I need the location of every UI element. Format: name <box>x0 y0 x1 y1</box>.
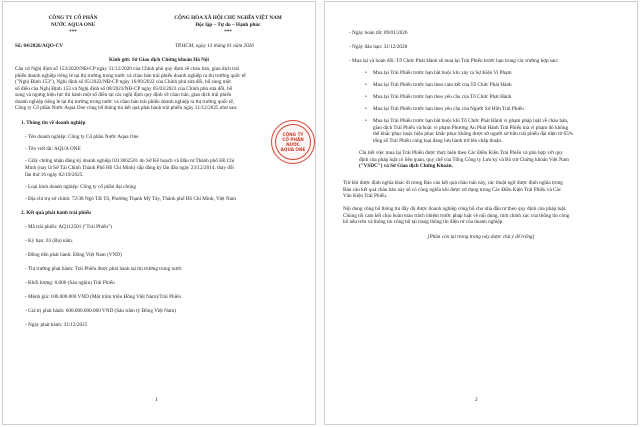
nation-stars: *** <box>224 29 232 35</box>
s1-item: lần thứ 16 ngày 02/10/2025. <box>25 172 84 178</box>
paragraph-line: Trừ khi được định nghĩa khác đi trong Báo cáo kết quả chào bán này, các thuật ngữ được định nghĩa trong <box>343 180 563 186</box>
paragraph-line: Mua lại Trái Phiếu trước hạn bắt buộc khi Tổ Chức Phát Hành vi phạm pháp luật về chào bán, <box>373 118 569 124</box>
s2-item: - Ngày phát hành: 31/12/2025 <box>25 322 88 328</box>
maturity-date: - Ngày đáo hạn: 31/12/2028 <box>349 44 408 50</box>
paragraph-line: định của pháp luật có liên quan, quy chế của Tổng Công ty Lưu ký và Bù trừ Chứng khoán Việt Nam <box>359 156 569 163</box>
intro-line: số điều của Nghị Định 153 và Nghị định số 08/2023/NĐ-CP ngày 05/03/2023 của Chính phủ sửa đổi, bổ <box>15 85 233 92</box>
s1-item: Minh (nay là Sở Tài Chính Thành Phố Hồ Chí Minh) cấp đăng ký lần đầu ngày 23/12/2014, thay đổi <box>25 165 234 171</box>
s2-item: - Thị trường phát hành: Trái Phiếu được phát hành tại thị trường trong nước <box>25 266 182 272</box>
s2-item: - Mệnh giá: 100.000.000 VND (Một trăm triệu Đồng Việt Nam)/Trái Phiếu <box>25 294 181 300</box>
stamp-text: CÔNG TY <box>282 132 304 137</box>
completion-date: - Ngày hoàn tất: 09/01/2026 <box>349 30 408 36</box>
section-2-title: 2. Kết quả phát hành trái phiếu <box>21 210 91 216</box>
intro-line: doanh nghiệp riêng lẻ tại thị trường trong nước và chào bán trái phiếu doanh nghiệp ra thị trường quốc tế, <box>15 98 235 105</box>
s2-item: - Mã trái phiếu: AQ112501 ("Trái Phiếu") <box>25 224 112 230</box>
recipient-line: Kính gửi: Sở Giao dịch Chứng khoán Hà Nội <box>109 57 209 63</box>
s1-item: - Giấy chứng nhận đăng ký doanh nghiệp 0313062501 do Sở Kế hoạch và Đầu tư Thành phố Hồ Chí <box>25 158 235 164</box>
s2-item: - Kỳ hạn: 03 (Ba) năm. <box>25 238 74 244</box>
paragraph-line: Nội dung công bố thông tin đầy đủ được doanh nghiệp công bố cho nhà đầu tư theo quy định của pháp luật. <box>343 206 567 212</box>
paragraph-line: Chi tiết việc mua lại Trái Phiếu được thực hiện theo Các Điều Kiện Trái Phiếu và phù hợp với quy <box>359 150 564 156</box>
s2-item: - Giá trị phát hành: 600.000.000.000 VND (Sáu trăm tỷ Đồng Việt Nam) <box>25 308 176 314</box>
paragraph-line: thể khắc phục hoặc hiệu phục khắc phục không được sở người sở hữu trái phiếu đại diện từ 65% <box>373 131 574 137</box>
intro-line: sung và ngưng hiệu lực thi hành một số điều tại các nghị định quy định về chào bán, giao dịch trái phiếu <box>15 92 232 98</box>
redemption-case: Mua lại Trái Phiếu trước hạn bắt buộc khi xảy ra Sự Kiện Vi Phạm <box>373 70 512 76</box>
paragraph-line: Văn Kiện Trái Phiếu. <box>343 193 388 199</box>
intro-paragraph <box>15 66 305 112</box>
commitment-paragraph <box>343 206 623 226</box>
intro-line: ("Nghị Định 153"), Nghị định số 65/2022/NĐ-CP ngày 16/09/2022 của Chính phủ sửa đổi, bổ sung một <box>15 79 231 85</box>
paragraph-line: Chúng tôi cam kết chịu hoàn toàn trách nhiệm trước pháp luật về nội dung, tính chính xác của thông tin công <box>343 212 570 219</box>
page-number: 1 <box>155 397 158 403</box>
intro-line: phiếu doanh nghiệp riêng lẻ tại thị trường trong nước và chào bán trái phiếu doanh nghiệp ra thị trường quốc tế <box>15 72 246 79</box>
mandatory-redemption-paragraph <box>373 118 603 144</box>
blank-remainder-note: [Phần còn lại trong trang này được chủ ý để trống] <box>427 234 535 240</box>
redemption-case: Mua lại Trái Phiếu trước hạn theo cam kết của Tổ Chức Phát Hành <box>373 82 512 88</box>
stamp-text: AQUA ONE <box>280 147 306 152</box>
bullet-icon: • <box>365 94 367 100</box>
redemption-case: Mua lại Trái Phiếu trước hạn theo yêu cầu của Người Sở Hữu Trái Phiếu <box>373 106 524 112</box>
bullet-icon: • <box>365 118 367 124</box>
s2-item: - Khối lượng: 6.000 (Sáu nghìn) Trái Phiếu <box>25 280 115 286</box>
nation-title: CỘNG HÒA XÃ HỘI CHỦ NGHĨA VIỆT NAM <box>174 15 282 21</box>
redemption-detail-paragraph <box>359 150 605 170</box>
redemption-case: Mua lại Trái Phiếu trước hạn theo yêu cầu của Tổ Chức Phát Hành <box>373 94 512 100</box>
paragraph-line: bố nêu trên và thông tin công bố tại trang thông tin điện tử của doanh nghiệp. <box>343 219 504 225</box>
paragraph-line: ("VSDC") và Sở Giao dịch Chứng Khoán. <box>359 163 453 169</box>
paragraph-line: tổng số Trái Phiếu cùng loại đang lưu hành trở lên chấp thuận. <box>373 137 503 144</box>
intro-line: Căn cứ Nghị định số 153/2020/NĐ-CP ngày 31/12/2020 của Chính phủ quy định về chào bán, giao dịch trái <box>15 66 240 72</box>
stamp-text: CỔ PHẦN <box>282 137 304 142</box>
paragraph-line: giao dịch Trái Phiếu và/hoặc vi phạm Phương Án Phát Hành Trái Phiếu mà vi phạm đó không <box>373 124 569 131</box>
company-name-line-2: NƯỚC AQUA ONE <box>50 22 96 28</box>
company-stars: *** <box>69 29 77 35</box>
stamp-text: NƯỚC <box>286 142 300 147</box>
document-page-1 <box>2 1 316 425</box>
s2-item: - Đồng tiền phát hành: Đồng Việt Nam (VND) <box>25 252 122 258</box>
intro-line: Công ty Cổ phần Nước Aqua One công bố thông tin kết quả phát hành trái phiếu ngày 31/12/2025 như sau: <box>15 105 238 111</box>
page-number: 2 <box>475 397 478 403</box>
bullet-icon: • <box>365 70 367 76</box>
s1-item: - Địa chỉ trụ sở chính: 72/38 Ngô Tất Tố, Phường Thạnh Mỹ Tây, Thành phố Hồ Chí Minh, Việt Nam <box>25 196 236 202</box>
paragraph-line: Báo cáo kết quả chào bán này sẽ có cùng nghĩa khi được sử dụng trong Các Điều Kiện Trái Phiếu và Các <box>343 186 562 193</box>
s1-item: - Tên doanh nghiệp: Công ty Cổ phần Nước Aqua One <box>25 134 139 140</box>
s1-item: - Tên viết tắt: AQUA ONE <box>25 146 81 152</box>
document-number: Số: 04/2026/AQO-CV <box>15 43 63 49</box>
company-name-line-1: CÔNG TY CỔ PHẦN <box>48 15 98 21</box>
nation-motto: Độc lập – Tự do – Hạnh phúc <box>195 22 261 28</box>
bullet-icon: • <box>365 82 367 88</box>
company-seal-stamp <box>271 120 315 164</box>
date-line: TP.HCM, ngày 13 tháng 01 năm 2026 <box>175 43 254 49</box>
redemption-intro: - Mua lại và hoán đổi: Tổ Chức Phát Hành sẽ mua lại Trái Phiếu trước hạn trong các trường hợp sau: <box>349 58 559 64</box>
definitions-note-paragraph <box>343 180 623 200</box>
bullet-icon: • <box>365 106 367 112</box>
section-1-title: 1. Thông tin về doanh nghiệp <box>21 120 86 126</box>
s1-item: - Loại hình doanh nghiệp: Công ty cổ phần đại chúng <box>25 184 136 190</box>
document-page-2 <box>324 1 638 425</box>
